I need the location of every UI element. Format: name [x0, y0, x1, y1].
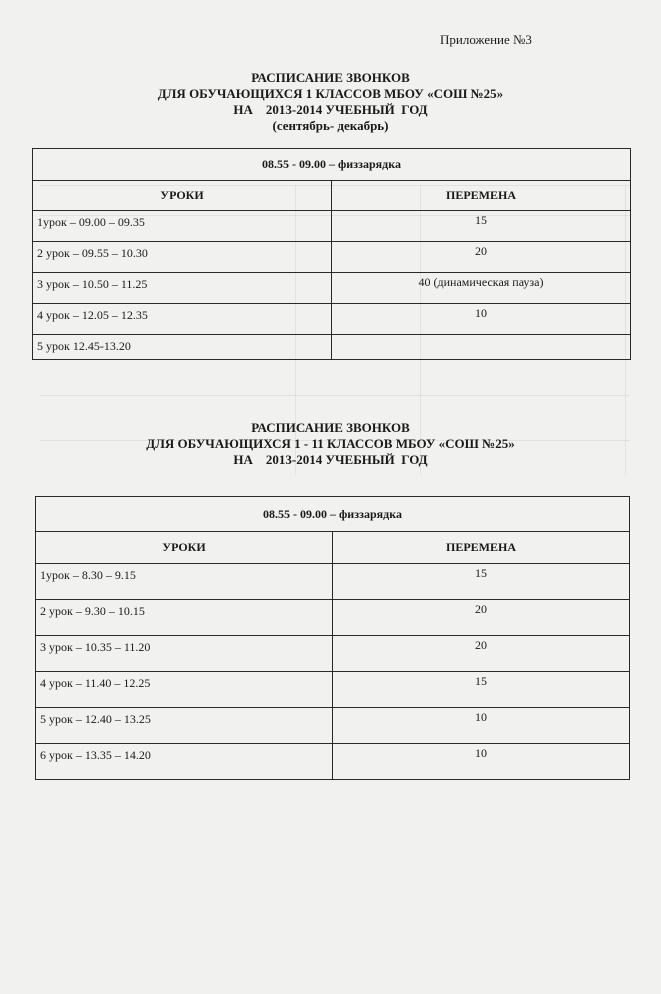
schedule2-title-line: ДЛЯ ОБУЧАЮЩИХСЯ 1 - 11 КЛАССОВ МБОУ «СОШ №25»: [146, 436, 515, 451]
lesson-time-cell: 2 урок – 09.55 – 10.30: [33, 242, 332, 273]
table-row: [36, 672, 630, 708]
break-duration-cell: 40 (динамическая пауза): [332, 273, 631, 304]
break-duration-cell: 20: [333, 600, 630, 636]
schedule2-title-line: РАСПИСАНИЕ ЗВОНКОВ: [251, 420, 410, 435]
lesson-time-cell: 1урок – 09.00 – 09.35: [33, 211, 332, 242]
lesson-time-cell: 6 урок – 13.35 – 14.20: [36, 744, 333, 780]
table-header-row: [36, 532, 630, 564]
lesson-time-cell: 3 урок – 10.50 – 11.25: [33, 273, 332, 304]
break-duration-cell: 10: [333, 708, 630, 744]
schedule1-table: [32, 148, 631, 360]
table-row: [33, 273, 631, 304]
schedule1-title-line: ДЛЯ ОБУЧАЮЩИХСЯ 1 КЛАССОВ МБОУ «СОШ №25»: [157, 86, 504, 101]
break-duration-cell: 10: [332, 304, 631, 335]
table-row: [33, 335, 631, 360]
break-duration-cell: 20: [333, 636, 630, 672]
exercise-cell: 08.55 - 09.00 – физзарядка: [33, 149, 631, 181]
lesson-time-cell: 5 урок 12.45-13.20: [33, 335, 332, 360]
table-header-row: [33, 181, 631, 211]
table-row: [36, 497, 630, 532]
lesson-time-cell: 3 урок – 10.35 – 11.20: [36, 636, 333, 672]
appendix-label: Приложение №3: [440, 32, 532, 47]
table-row: [33, 304, 631, 335]
schedule2-table: [35, 496, 630, 780]
table-row: [33, 211, 631, 242]
break-duration-cell: 15: [332, 211, 631, 242]
break-duration-cell: 15: [333, 564, 630, 600]
table-row: [36, 636, 630, 672]
lesson-time-cell: 5 урок – 12.40 – 13.25: [36, 708, 333, 744]
schedule1-title-line: (сентябрь- декабрь): [272, 118, 389, 133]
table-row: [36, 708, 630, 744]
table-row: [36, 744, 630, 780]
schedule1-title-line: НА 2013-2014 УЧЕБНЫЙ ГОД: [233, 102, 428, 117]
schedule1-heading: [0, 70, 661, 134]
break-column-header: ПЕРЕМЕНА: [332, 181, 631, 211]
table-row: [36, 564, 630, 600]
break-duration-cell: 15: [333, 672, 630, 708]
break-duration-cell: [332, 335, 631, 360]
lesson-time-cell: 4 урок – 11.40 – 12.25: [36, 672, 333, 708]
table-row: [33, 149, 631, 181]
exercise-cell: 08.55 - 09.00 – физзарядка: [36, 497, 630, 532]
table-row: [36, 600, 630, 636]
lessons-column-header: УРОКИ: [33, 181, 332, 211]
lesson-time-cell: 2 урок – 9.30 – 10.15: [36, 600, 333, 636]
lesson-time-cell: 1урок – 8.30 – 9.15: [36, 564, 333, 600]
lessons-column-header: УРОКИ: [36, 532, 333, 564]
table-row: [33, 242, 631, 273]
break-column-header: ПЕРЕМЕНА: [333, 532, 630, 564]
break-duration-cell: 20: [332, 242, 631, 273]
schedule1-title-line: РАСПИСАНИЕ ЗВОНКОВ: [251, 70, 410, 85]
lesson-time-cell: 4 урок – 12.05 – 12.35: [33, 304, 332, 335]
schedule2-heading: [0, 420, 661, 468]
schedule2-title-line: НА 2013-2014 УЧЕБНЫЙ ГОД: [233, 452, 428, 467]
break-duration-cell: 10: [333, 744, 630, 780]
